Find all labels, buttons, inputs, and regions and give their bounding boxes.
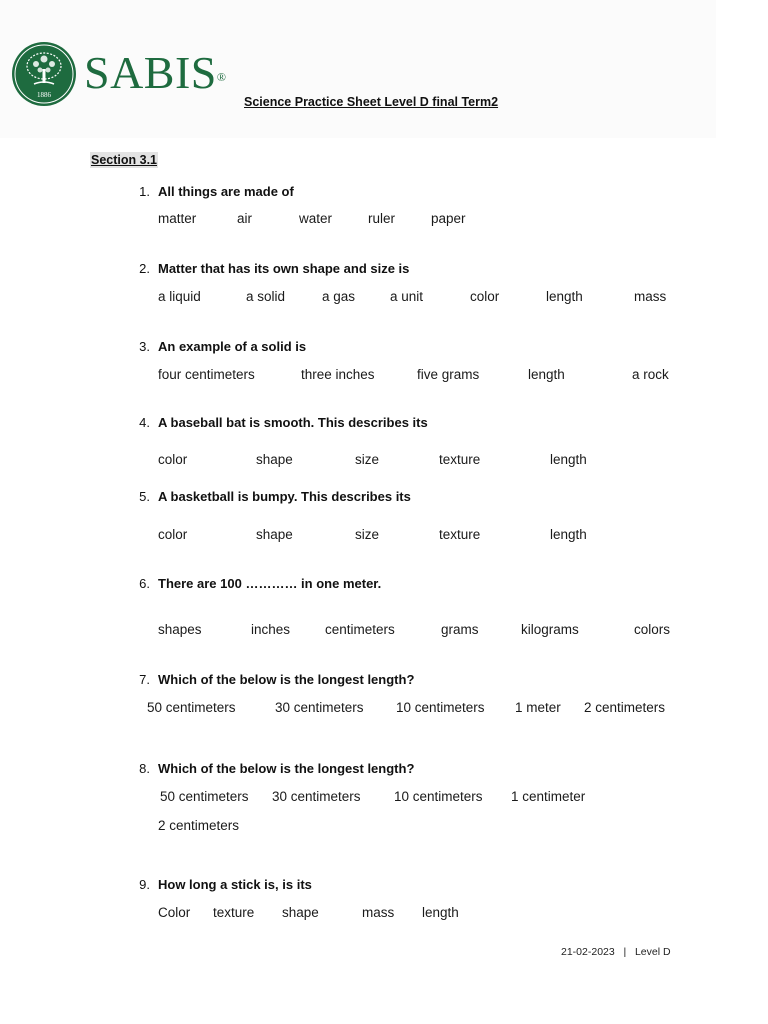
answer-option: length xyxy=(550,527,587,542)
question-number: 7. xyxy=(139,672,150,687)
answer-option: four centimeters xyxy=(158,367,255,382)
question-text: An example of a solid is xyxy=(158,339,307,354)
answer-option: three inches xyxy=(301,367,375,382)
answer-option: 1 meter xyxy=(515,700,561,715)
question-number: 6. xyxy=(139,576,150,591)
answer-option: a gas xyxy=(322,289,356,304)
answer-option: 30 centimeters xyxy=(272,789,361,804)
answer-option: a unit xyxy=(390,289,424,304)
question-number: 8. xyxy=(139,761,150,776)
question-text: Which of the below is the longest length? xyxy=(158,761,415,776)
answer-option: water xyxy=(299,211,333,226)
sabis-logo-icon xyxy=(12,42,76,106)
answer-option: shape xyxy=(256,527,293,542)
answer-option: mass xyxy=(634,289,667,304)
answer-option: inches xyxy=(251,622,291,637)
answer-option: 2 centimeters xyxy=(158,818,240,833)
answer-option: texture xyxy=(213,905,255,920)
answer-option: color xyxy=(158,527,188,542)
answer-option: 1 centimeter xyxy=(511,789,586,804)
answer-option: length xyxy=(422,905,459,920)
answer-option: size xyxy=(355,527,380,542)
logo-year: 1886 xyxy=(37,91,51,99)
answer-option: length xyxy=(528,367,565,382)
section-heading: Section 3.1 xyxy=(91,153,157,167)
question-number: 2. xyxy=(139,261,150,276)
question-text: A baseball bat is smooth. This describes its xyxy=(158,415,428,430)
brand-name xyxy=(84,46,227,100)
answer-option: 10 centimeters xyxy=(394,789,483,804)
answer-option: texture xyxy=(439,452,481,467)
brand-text: SABIS xyxy=(84,47,217,98)
answer-option: 2 centimeters xyxy=(584,700,666,715)
document-title: Science Practice Sheet Level D final Term2 xyxy=(244,95,499,109)
answer-option: texture xyxy=(439,527,481,542)
answer-option: 30 centimeters xyxy=(275,700,364,715)
answer-option: paper xyxy=(431,211,466,226)
question-number: 4. xyxy=(139,415,150,430)
question-text: Which of the below is the longest length? xyxy=(158,672,415,687)
answer-option: kilograms xyxy=(521,622,579,637)
answer-option: shape xyxy=(282,905,319,920)
question-text: A basketball is bumpy. This describes its xyxy=(158,489,411,504)
answer-option: grams xyxy=(441,622,479,637)
answer-option: shape xyxy=(256,452,293,467)
answer-option: length xyxy=(550,452,587,467)
registered-mark: ® xyxy=(216,70,227,84)
answer-option: centimeters xyxy=(325,622,395,637)
answer-option: mass xyxy=(362,905,395,920)
answer-option: 10 centimeters xyxy=(396,700,485,715)
answer-option: a liquid xyxy=(158,289,201,304)
question-number: 1. xyxy=(139,184,150,199)
answer-option: color xyxy=(158,452,188,467)
answer-option: air xyxy=(237,211,253,226)
question-number: 3. xyxy=(139,339,150,354)
answer-option: 50 centimeters xyxy=(147,700,236,715)
answer-option: ruler xyxy=(368,211,396,226)
answer-option: a solid xyxy=(246,289,286,304)
question-number: 5. xyxy=(139,489,150,504)
answer-option: five grams xyxy=(417,367,480,382)
answer-option: length xyxy=(546,289,583,304)
answer-option: Color xyxy=(158,905,191,920)
question-text: There are 100 ………… in one meter. xyxy=(158,576,382,591)
answer-option: 50 centimeters xyxy=(160,789,249,804)
answer-option: colors xyxy=(634,622,671,637)
question-number: 9. xyxy=(139,877,150,892)
answer-option: shapes xyxy=(158,622,202,637)
answer-option: matter xyxy=(158,211,197,226)
question-text: All things are made of xyxy=(158,184,294,199)
page-footer: 21-02-2023 | Level D xyxy=(561,946,671,958)
answer-option: size xyxy=(355,452,380,467)
question-text: How long a stick is, is its xyxy=(158,877,312,892)
question-text: Matter that has its own shape and size is xyxy=(158,261,410,276)
answer-option: color xyxy=(470,289,500,304)
answer-option: a rock xyxy=(632,367,669,382)
